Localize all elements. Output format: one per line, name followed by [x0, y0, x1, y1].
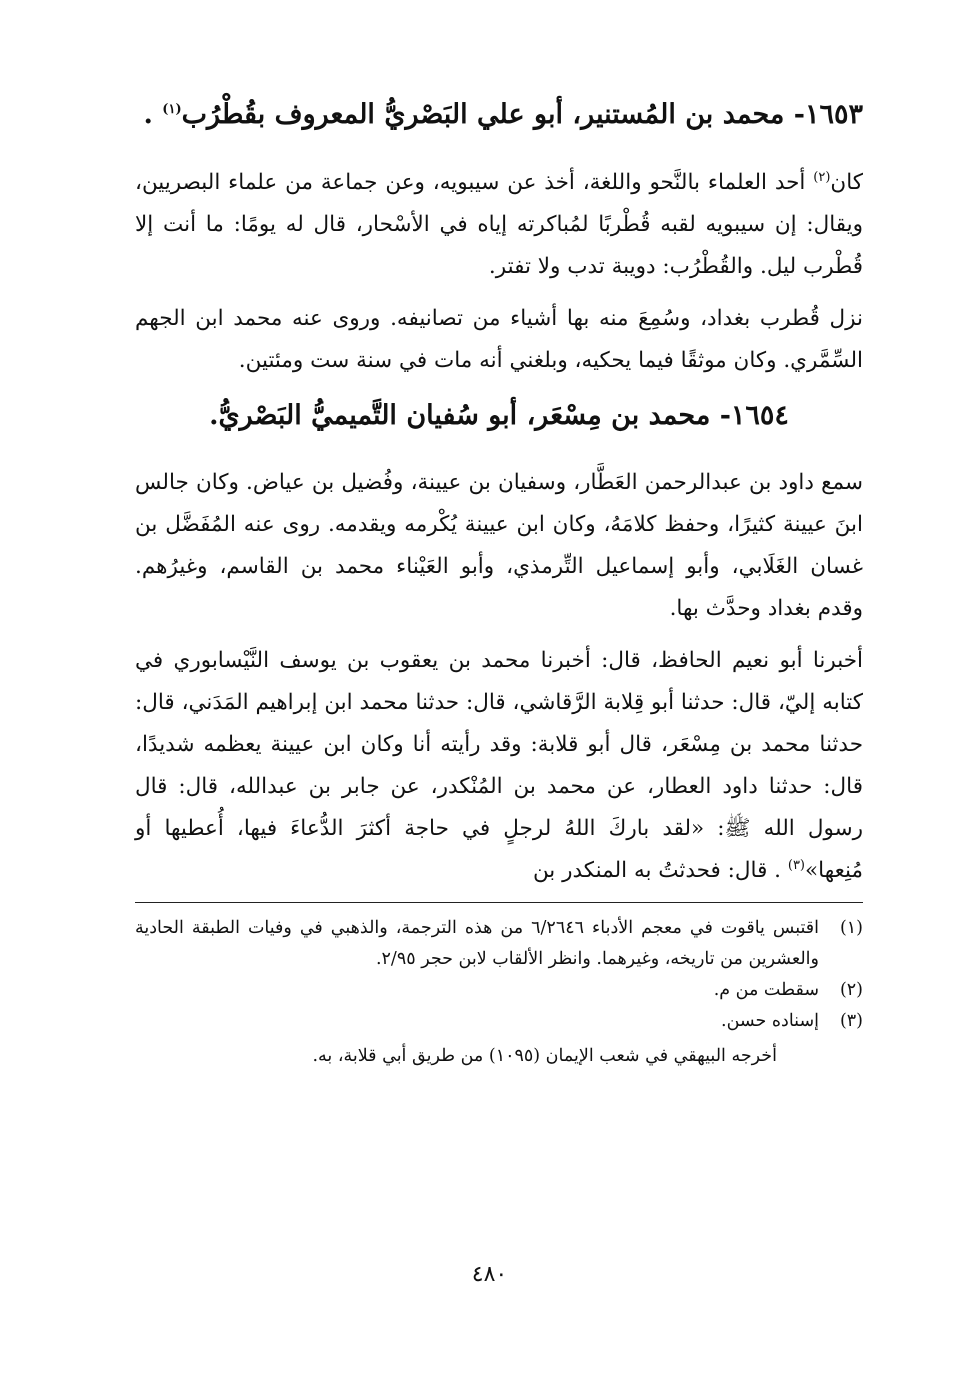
- footnote-2: [135, 975, 863, 1006]
- entry-1654-heading: ١٦٥٤- محمد بن مِسْعَر، أبو سُفيان التَّميميُّ البَصْريُّ.: [209, 400, 789, 431]
- book-page: [135, 88, 863, 1308]
- footnote-ref-3[interactable]: (٣): [787, 857, 805, 873]
- page-number: ٤٨٠: [471, 1262, 508, 1287]
- footnote-number: (٣): [839, 1011, 863, 1031]
- footnote-3-continuation: أخرجه البيهقي في شعب الإيمان (١٠٩٥) من طريق أبي قلابة، به.: [312, 1046, 777, 1066]
- footnote-text: إسناده حسن.: [721, 1011, 819, 1031]
- footnote-number: (٢): [839, 980, 863, 1000]
- entry-1653-paragraph-1: كان$^{(٢)}$ أحد العلماء بالنَّحو واللغة، أخذ عن سيبويه، وعن جماعة من علماء البصريين، ويقال: إن سيبويه لقبه قُطْربًا لمُباكرته إياه في الأسْحار، قال له يومًا: ما أنت إلا قُطْرب ليل. والقُطْرُب: دويبة تدب ولا تفتر.: [135, 169, 863, 279]
- footnotes-section: [135, 913, 863, 1072]
- entry-1653-heading: ١٦٥٣- محمد بن المُستنير، أبو علي البَصْريُّ المعروف بقُطْرُب$^{(١)}$ .: [143, 99, 863, 130]
- entry-1653-paragraph-2: نزل قُطرب بغداد، وسُمِعَ منه بها أشياء من تصانيفه. وروى عنه محمد ابن الجهم السِّمَّري. وكان موثقًا فيما يحكيه، وبلغني أنه مات في سنة ست ومئتين.: [135, 306, 863, 373]
- footnote-3: [135, 1006, 863, 1037]
- footnote-divider: [135, 902, 863, 903]
- footnote-number: (١): [839, 918, 863, 938]
- entry-1653-title: ١٦٥٣- محمد بن المُستنير، أبو علي البَصْريُّ المعروف بقُطْرُب: [181, 99, 863, 130]
- entry-1654-paragraph-2: أخبرنا أبو نعيم الحافظ، قال: أخبرنا محمد بن يعقوب بن يوسف النَّيْسابوري في كتابه إليّ، قال: حدثنا أبو قِلابة الرَّقاشي، قال: حدثنا محمد ابن إبراهيم المَدَني، قال: حدثنا محمد بن مِسْعَر، قال أبو قلابة: وقد رأيته أنا وكان ابن عيينة يعظمه شديدًا، قال: حدثنا داود العطار، عن محمد بن المُنْكدر، عن جابر بن عبدالله، قال: قال رسول الله ﷺ: «لقد باركَ اللهُ لرجلٍ في حاجة أكثرَ الدُّعاءَ فيها، أُعطيها أو مُنِعها»$^{(٣)}$ . قال: فحدثتُ به المنكدر بن: [135, 648, 863, 883]
- footnote-ref-2[interactable]: (٢): [813, 169, 831, 185]
- entry-1654-paragraph-1: سمع داود بن عبدالرحمن العَطَّار، وسفيان بن عيينة، وفُضيل بن عياض. وكان جالس ابنَ عيينة كثيرًا، وحفظ كلامَهُ، وكان ابن عيينة يُكْرمه ويقدمه. روى عنه المُفَضَّل بن غسان الغَلَابي، وأبو إسماعيل التِّرمذي، وأبو العَيْناء محمد بن القاسم، وغيرُهم. وقدم بغداد وحدَّث بها.: [135, 470, 863, 621]
- footnote-ref-1[interactable]: (١): [162, 102, 182, 117]
- footnote-text: سقطت من م.: [713, 980, 819, 1000]
- footnote-text: اقتبس ياقوت في معجم الأدباء ٦/٢٦٤٦ من هذه الترجمة، والذهبي في وفيات الطبقة الحادية والعشرين من تاريخه، وغيرهما. وانظر الألقاب لابن حجر ٢/٩٥.: [135, 918, 820, 969]
- footnote-1: [135, 913, 863, 975]
